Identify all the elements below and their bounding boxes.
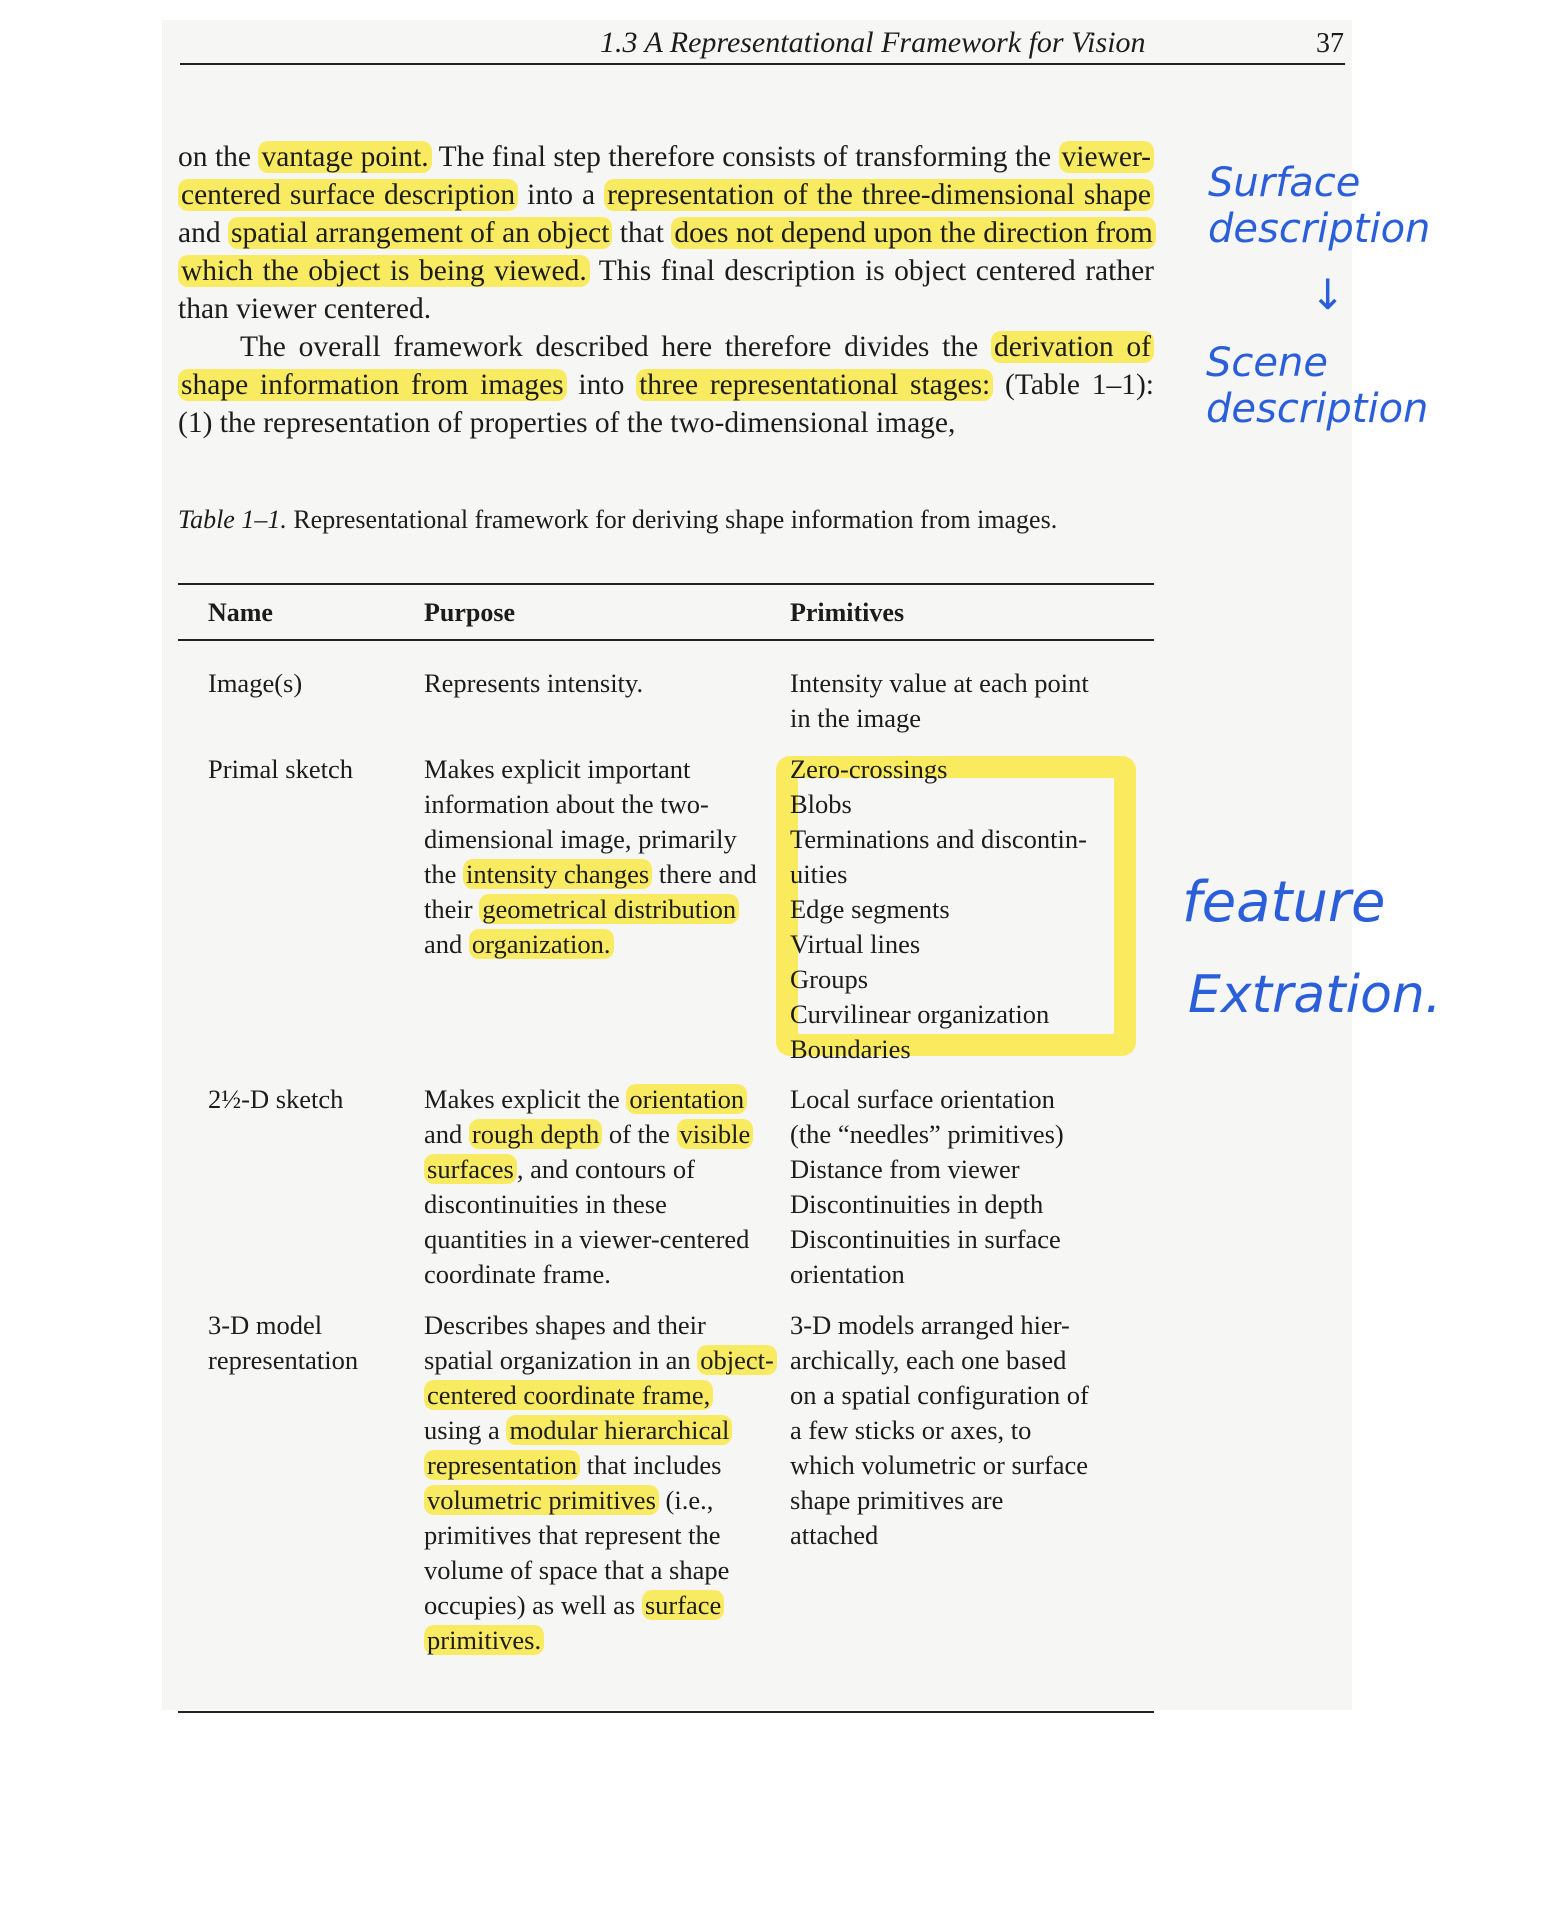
text-run: The overall framework described here therefore divides the <box>240 331 992 363</box>
header-primitives: Primitives <box>790 598 905 627</box>
row-image-purpose <box>424 666 774 701</box>
text-run: Describes shapes and their spatial organization in an <box>424 1310 706 1375</box>
text-run: and <box>178 217 228 249</box>
highlighted-text: vantage point. <box>258 141 431 173</box>
header-rule <box>180 63 1345 65</box>
highlighted-text: representation of the three-dimensional shape <box>604 179 1154 211</box>
highlighted-text: geometrical distribution <box>479 894 739 924</box>
text-run: that includes <box>580 1450 722 1480</box>
page-number: 37 <box>1316 28 1344 59</box>
text-run: (i.e., primitives that represent the volume of space that a shape occupies) as well as <box>424 1485 730 1620</box>
row-25d-purpose <box>424 1082 774 1292</box>
primitive-item: Curvilinear organization <box>790 999 1050 1029</box>
row-3d-name: 3-D model representation <box>208 1310 359 1375</box>
highlighted-text: three representational stages: <box>636 369 993 401</box>
header-name: Name <box>208 598 273 627</box>
text-run: into a <box>518 179 605 211</box>
row-primal-primitives <box>790 752 1150 1067</box>
note-scene-description: Scene description <box>1206 340 1429 432</box>
primitive-item: on a spatial configuration of <box>790 1380 1089 1410</box>
highlighted-text: rough depth <box>469 1119 602 1149</box>
highlighted-text: intensity changes <box>463 859 652 889</box>
primitive-item: a few sticks or axes, to <box>790 1415 1032 1445</box>
primitive-item: 3-D models arranged hier- <box>790 1310 1070 1340</box>
row-3d-primitives <box>790 1308 1150 1553</box>
primitive-item: uities <box>790 859 848 889</box>
text-run: , and contours of discontinuities in these quantities in a viewer-centered coordinate frame. <box>424 1154 750 1289</box>
table-caption-text: Representational framework for deriving shape information from images. <box>293 505 1058 534</box>
primitive-item: (the “needles” primitives) <box>790 1119 1064 1149</box>
table-header-rule <box>178 639 1154 641</box>
text-run: there and their <box>424 859 757 924</box>
paragraph-1 <box>178 138 1154 328</box>
primitive-item: which volumetric or surface <box>790 1450 1089 1480</box>
row-primal-name: Primal sketch <box>208 754 353 784</box>
highlighted-text: volumetric primitives <box>424 1485 659 1515</box>
primitive-item: Boundaries <box>790 1034 911 1064</box>
primitive-item: Distance from viewer <box>790 1154 1020 1184</box>
primitive-item: Intensity value at each point <box>790 668 1089 698</box>
highlighted-text: surface primitives. <box>424 1590 724 1655</box>
highlighted-text: organization. <box>469 929 614 959</box>
primitive-item: Zero-crossings <box>790 754 948 784</box>
highlighted-text: orientation <box>626 1084 747 1114</box>
header-purpose: Purpose <box>424 598 515 627</box>
text-run: The final step therefore consists of transforming the <box>431 141 1059 173</box>
primitive-item: in the image <box>790 703 921 733</box>
running-title: 1.3 A Representational Framework for Vision <box>600 26 1146 59</box>
text-run: Makes explicit the <box>424 1084 627 1114</box>
text-run: and <box>424 929 469 959</box>
primitive-item: archically, each one based <box>790 1345 1067 1375</box>
row-primal-purpose <box>424 752 774 962</box>
highlighted-text: spatial arrangement of an object <box>228 217 612 249</box>
table-caption-label: Table 1–1. <box>178 505 287 534</box>
text-run: Represents intensity. <box>424 668 644 698</box>
highlighted-text: derivation of shape information from images <box>178 331 1154 401</box>
text-run: Makes explicit important information about the two-dimensional image, primarily the <box>424 754 737 889</box>
primitive-item: orientation <box>790 1259 905 1289</box>
note-surface-description: Surface description <box>1208 160 1431 252</box>
primitive-item: attached <box>790 1520 879 1550</box>
text-run: into <box>566 369 637 401</box>
table-top-rule <box>178 583 1154 585</box>
body-text <box>178 138 1154 442</box>
text-run: (Table 1–1): (1) the representation of properties of the two-dimensional image, <box>178 369 1154 439</box>
highlighted-text: modular hierarchical representation <box>424 1415 732 1480</box>
text-run: This final description is object centered rather than viewer centered. <box>178 255 1155 325</box>
text-run: of the <box>602 1119 677 1149</box>
note-feature: feature <box>1182 870 1386 935</box>
highlighted-text: viewer-centered surface description <box>178 141 1154 211</box>
text-run: and <box>424 1119 469 1149</box>
primitive-item: Terminations and discontin- <box>790 824 1087 854</box>
primitive-item: Groups <box>790 964 869 994</box>
row-25d-primitives <box>790 1082 1150 1292</box>
text-run: on the <box>178 141 259 173</box>
primitive-item: Blobs <box>790 789 852 819</box>
text-run: that <box>612 217 672 249</box>
primitive-item: Edge segments <box>790 894 950 924</box>
table-bottom-rule <box>178 1711 1154 1713</box>
text-run: using a <box>424 1415 507 1445</box>
primitive-item: Discontinuities in depth <box>790 1189 1044 1219</box>
row-3d-purpose <box>424 1308 774 1658</box>
note-extraction: Extration. <box>1188 965 1442 1025</box>
table-caption <box>178 502 1154 538</box>
highlighted-text: object-centered coordinate frame, <box>424 1345 777 1410</box>
highlighted-text: does not depend upon the direction from which the object is being viewed. <box>178 217 1156 287</box>
row-image-name: Image(s) <box>208 668 303 698</box>
row-image-primitives <box>790 666 1150 736</box>
highlighted-text: visible surfaces <box>424 1119 753 1184</box>
primitive-item: Discontinuities in surface <box>790 1224 1061 1254</box>
down-arrow-icon: ↓ <box>1310 270 1346 319</box>
primitive-item: Virtual lines <box>790 929 921 959</box>
paragraph-2 <box>178 328 1154 442</box>
primitive-item: shape primitives are <box>790 1485 1004 1515</box>
primitive-item: Local surface orientation <box>790 1084 1055 1114</box>
row-25d-name: 2½-D sketch <box>208 1084 344 1114</box>
